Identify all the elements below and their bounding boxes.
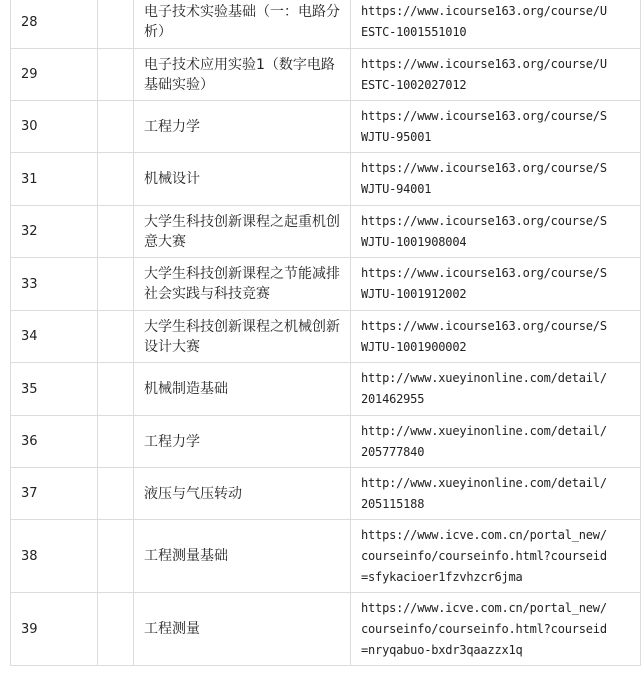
course-name: 工程测量 — [134, 593, 351, 666]
course-name: 工程测量基础 — [134, 520, 351, 593]
course-name: 大学生科技创新课程之机械创新设计大赛 — [134, 311, 351, 363]
course-url[interactable] — [351, 593, 641, 666]
course-name: 大学生科技创新课程之起重机创意大赛 — [134, 206, 351, 258]
course-url[interactable] — [351, 416, 641, 468]
empty-cell — [98, 593, 134, 666]
course-name: 电子技术应用实验1（数字电路基础实验） — [134, 49, 351, 101]
empty-cell — [98, 49, 134, 101]
course-name: 大学生科技创新课程之节能减排社会实践与科技竞赛 — [134, 258, 351, 311]
empty-cell — [98, 258, 134, 311]
empty-cell — [98, 101, 134, 153]
course-url-segment[interactable]: https://www.icourse163.org/course/S — [361, 108, 607, 123]
row-number: 38 — [11, 520, 98, 593]
course-url-segment[interactable]: http://www.xueyinonline.com/detail/ — [361, 371, 607, 385]
row-number: 36 — [11, 416, 98, 468]
table-row — [11, 258, 641, 311]
course-url[interactable] — [351, 0, 641, 49]
table-row — [11, 101, 641, 153]
course-url-segment[interactable]: http://www.xueyinonline.com/detail/ — [361, 475, 607, 490]
empty-cell — [98, 363, 134, 416]
table-row — [11, 363, 641, 416]
course-url-segment[interactable]: ESTC-1001551010 — [361, 25, 467, 39]
course-url[interactable] — [351, 311, 641, 363]
course-url-segment[interactable]: 201462955 — [361, 392, 425, 406]
table-row — [11, 311, 641, 363]
table-row — [11, 520, 641, 593]
row-number: 32 — [11, 206, 98, 258]
course-url[interactable] — [351, 49, 641, 101]
row-number: 28 — [11, 0, 98, 49]
course-url-segment[interactable]: https://www.icourse163.org/course/U — [361, 56, 607, 71]
empty-cell — [98, 311, 134, 363]
empty-cell — [98, 0, 134, 49]
course-url-segment[interactable]: WJTU-1001900002 — [361, 339, 467, 354]
course-url-segment[interactable]: courseinfo/courseinfo.html?courseid — [361, 621, 607, 636]
course-url-segment[interactable]: https://www.icourse163.org/course/U — [361, 4, 607, 18]
course-url-segment[interactable]: WJTU-94001 — [361, 182, 432, 196]
table-row — [11, 416, 641, 468]
table-row — [11, 468, 641, 520]
course-url-segment[interactable]: https://www.icourse163.org/course/S — [361, 266, 607, 280]
row-number: 37 — [11, 468, 98, 520]
course-url-segment[interactable]: http://www.xueyinonline.com/detail/ — [361, 423, 607, 438]
row-number: 39 — [11, 593, 98, 666]
course-url-segment[interactable]: WJTU-95001 — [361, 129, 432, 144]
empty-cell — [98, 206, 134, 258]
course-url[interactable] — [351, 363, 641, 416]
course-url-segment[interactable]: https://www.icve.com.cn/portal_new/ — [361, 600, 607, 615]
course-url[interactable] — [351, 101, 641, 153]
table-row — [11, 153, 641, 206]
course-url-segment[interactable]: =nryqabuo-bxdr3qaazzx1q — [361, 642, 523, 657]
course-url-segment[interactable]: https://www.icourse163.org/course/S — [361, 213, 607, 228]
empty-cell — [98, 468, 134, 520]
course-url[interactable] — [351, 258, 641, 311]
table-row — [11, 0, 641, 49]
empty-cell — [98, 520, 134, 593]
row-number: 31 — [11, 153, 98, 206]
course-url-segment[interactable]: https://www.icve.com.cn/portal_new/ — [361, 527, 607, 542]
course-table — [10, 0, 641, 666]
course-url-segment[interactable]: https://www.icourse163.org/course/S — [361, 161, 607, 175]
course-url[interactable] — [351, 206, 641, 258]
course-url-segment[interactable]: courseinfo/courseinfo.html?courseid — [361, 548, 607, 563]
row-number: 33 — [11, 258, 98, 311]
row-number: 34 — [11, 311, 98, 363]
course-name: 机械制造基础 — [134, 363, 351, 416]
course-name: 电子技术实验基础（一：电路分析） — [134, 0, 351, 49]
empty-cell — [98, 416, 134, 468]
row-number: 29 — [11, 49, 98, 101]
course-url[interactable] — [351, 520, 641, 593]
row-number: 35 — [11, 363, 98, 416]
course-url[interactable] — [351, 153, 641, 206]
course-table-body — [11, 0, 641, 666]
course-url[interactable] — [351, 468, 641, 520]
course-name: 工程力学 — [134, 416, 351, 468]
row-number: 30 — [11, 101, 98, 153]
course-name: 工程力学 — [134, 101, 351, 153]
course-url-segment[interactable]: =sfykacioer1fzvhzcr6jma — [361, 569, 523, 584]
course-name: 机械设计 — [134, 153, 351, 206]
table-row — [11, 206, 641, 258]
course-url-segment[interactable]: https://www.icourse163.org/course/S — [361, 318, 607, 333]
table-row — [11, 593, 641, 666]
empty-cell — [98, 153, 134, 206]
course-url-segment[interactable]: 205115188 — [361, 496, 425, 511]
course-url-segment[interactable]: ESTC-1002027012 — [361, 77, 467, 92]
course-url-segment[interactable]: 205777840 — [361, 444, 425, 459]
course-url-segment[interactable]: WJTU-1001912002 — [361, 287, 467, 301]
course-name: 液压与气压转动 — [134, 468, 351, 520]
table-row — [11, 49, 641, 101]
course-url-segment[interactable]: WJTU-1001908004 — [361, 234, 467, 249]
